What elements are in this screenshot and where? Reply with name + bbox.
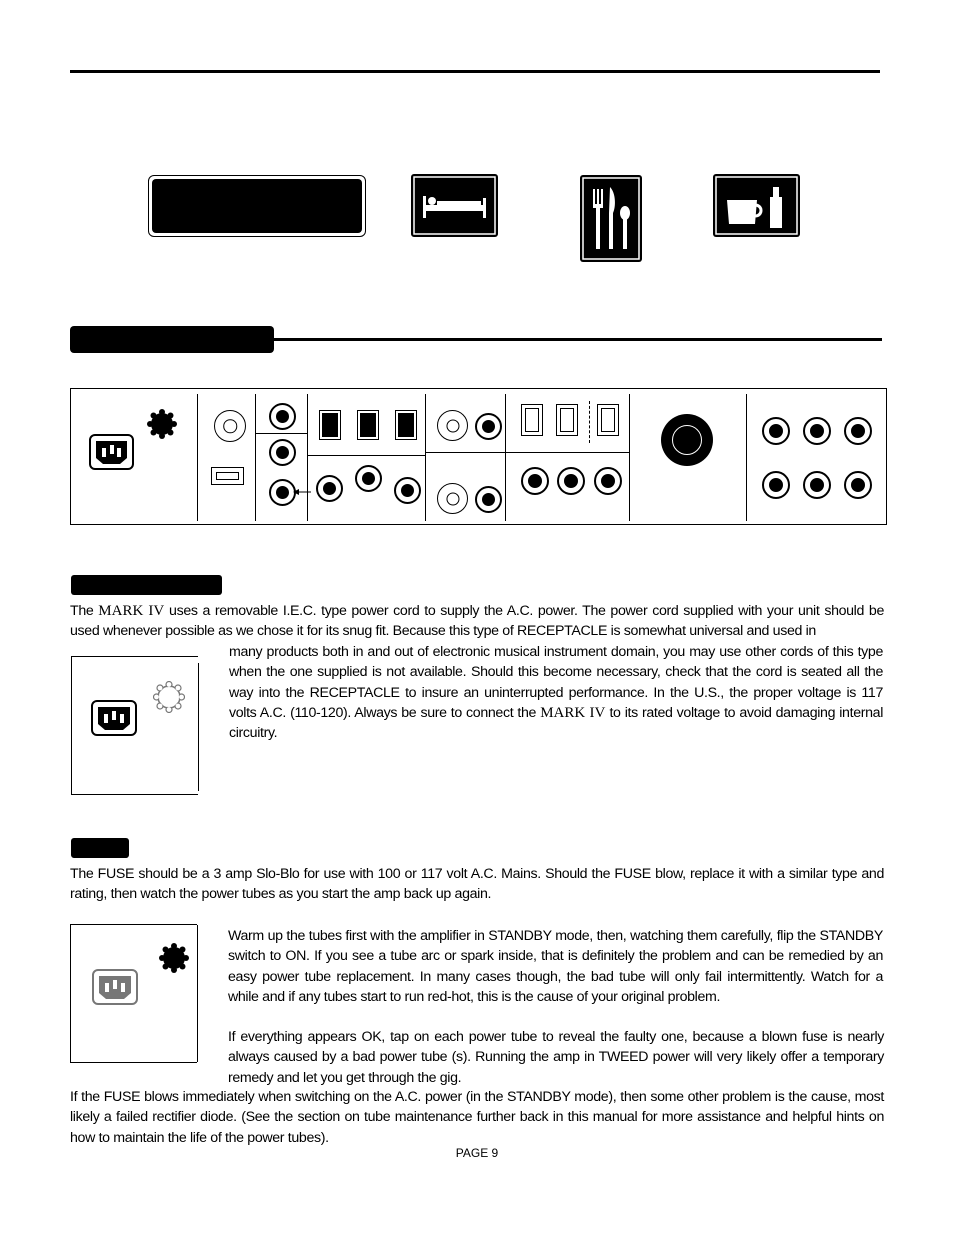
rear-panel-diagram: [70, 388, 887, 525]
panel-divider: [197, 394, 198, 521]
coffee-bottle-icon: [713, 174, 800, 237]
panel-divider: [307, 394, 308, 521]
panel-divider: [425, 394, 426, 521]
fuse-paragraph-3-continued: If the FUSE blows immediately when switching on the A.C. power (in the STANDBY mode), then some other problem is the cause, most likely a failed rectifier diode. (See the section on tube maintenance further back in this manual for more assistance and helpful hints on how to maintain the life of the power tubes).: [70, 1089, 884, 1146]
header-title-badge: [148, 175, 366, 237]
impedance-selector: [211, 467, 244, 485]
toggle-switch: [395, 410, 417, 440]
section-heading-rule: [274, 338, 882, 341]
speaker-output-jack: [762, 417, 790, 445]
fuse-paragraph-2: Warm up the tubes first with the amplifier in STANDBY mode, then, watching them carefully, flip the STANDBY switch to ON. If you see a tube arc or spark inside, that is definitely the problem and can be remedied by an easy power tube replacement. In many cases though, the bad tube will only fail intermittently. Watch for a while and if any tubes start to run red-hot, this is the cause of your original problem.: [228, 928, 883, 1005]
page-number: PAGE 9: [455, 1146, 499, 1160]
footswitch-din-connector: [661, 414, 713, 466]
bed-icon: [411, 174, 498, 237]
speaker-output-jack: [844, 471, 872, 499]
speaker-jack: [269, 403, 296, 430]
fuse-cap-icon: [147, 409, 177, 439]
brand-name: MARK IV: [98, 603, 165, 619]
fuse-paragraph-1: The FUSE should be a 3 amp Slo-Blo for use with 100 or 117 volt A.C. Mains. Should the FUSE blow, replace it with a similar type and rating, then watch the power tubes as you start the amp back up again.: [70, 866, 884, 903]
line-jack: [475, 486, 502, 513]
cutlery-icon: [580, 175, 642, 262]
panel-divider: [746, 394, 747, 521]
footswitch-jack: [521, 467, 549, 495]
panel-divider: [505, 394, 506, 521]
top-rule: [70, 70, 880, 73]
power-section-heading-badge: [71, 575, 222, 595]
fuse-detail: [70, 924, 197, 1063]
panel-divider: [505, 452, 629, 453]
fuse-cap-icon: [153, 681, 185, 713]
selector-switch: [521, 404, 543, 436]
speaker-output-jack: [803, 471, 831, 499]
panel-divider: [425, 452, 505, 453]
power-receptacle-detail: [71, 656, 198, 795]
footswitch-jack: [594, 467, 622, 495]
arrow-left-icon: [293, 487, 311, 497]
fuse-cap-icon: [159, 943, 189, 973]
power-paragraph-top: The MARK IV uses a removable I.E.C. type power cord to supply the A.C. power. The power cord supplied with your unit should be used whenever possible as we chose it for its snug fit. Because this type of RECEPTACLE is somewhat universal and used in: [70, 603, 884, 640]
rca-jack: [437, 410, 468, 441]
power-paragraph-wrap: many products both in and out of electronic musical instrument domain, you may use other cords of this type when the one supplied is not available. Should this become necessary, check that the cord is seated all the way into the RECEPTACLE to insure an uninterrupted performance. In the U.S., the proper voltage is 117 volts A.C. (110-120). Always be sure to connect the MARK IV to its rated voltage to avoid damaging internal circuitry.: [229, 644, 883, 742]
brand-name: MARK IV: [540, 704, 606, 721]
speaker-output-jack: [762, 471, 790, 499]
panel-divider: [629, 394, 630, 521]
toggle-switch: [357, 410, 379, 440]
panel-divider: [255, 433, 307, 434]
power-receptacle-icon: [91, 700, 137, 736]
section-heading-badge: [70, 326, 274, 353]
rca-jack: [214, 410, 246, 442]
fuse-paragraph-3: If everything appears OK, tap on each power tube to reveal the faulty one, because a blown fuse is nearly always caused by a bad power tube (s). Running the amp in TWEED power will very likely offer a temporary remedy and let you get through the gig.: [228, 1029, 884, 1086]
effects-jack: [355, 465, 382, 492]
footswitch-jack: [557, 467, 585, 495]
effects-jack: [316, 475, 343, 502]
panel-divider: [255, 394, 256, 521]
speaker-jack: [269, 479, 296, 506]
power-receptacle-icon: [89, 434, 134, 470]
fuse-section-heading-badge: [71, 838, 129, 858]
panel-divider: [307, 455, 425, 456]
effects-jack: [394, 477, 421, 504]
speaker-jack: [269, 439, 296, 466]
line-jack: [475, 413, 502, 440]
rca-jack: [437, 483, 468, 514]
selector-switch: [556, 404, 578, 436]
selector-switch: [597, 404, 619, 436]
speaker-output-jack: [803, 417, 831, 445]
speaker-output-jack: [844, 417, 872, 445]
power-receptacle-icon: [92, 969, 138, 1005]
panel-divider: [589, 401, 591, 443]
toggle-switch: [319, 410, 341, 440]
